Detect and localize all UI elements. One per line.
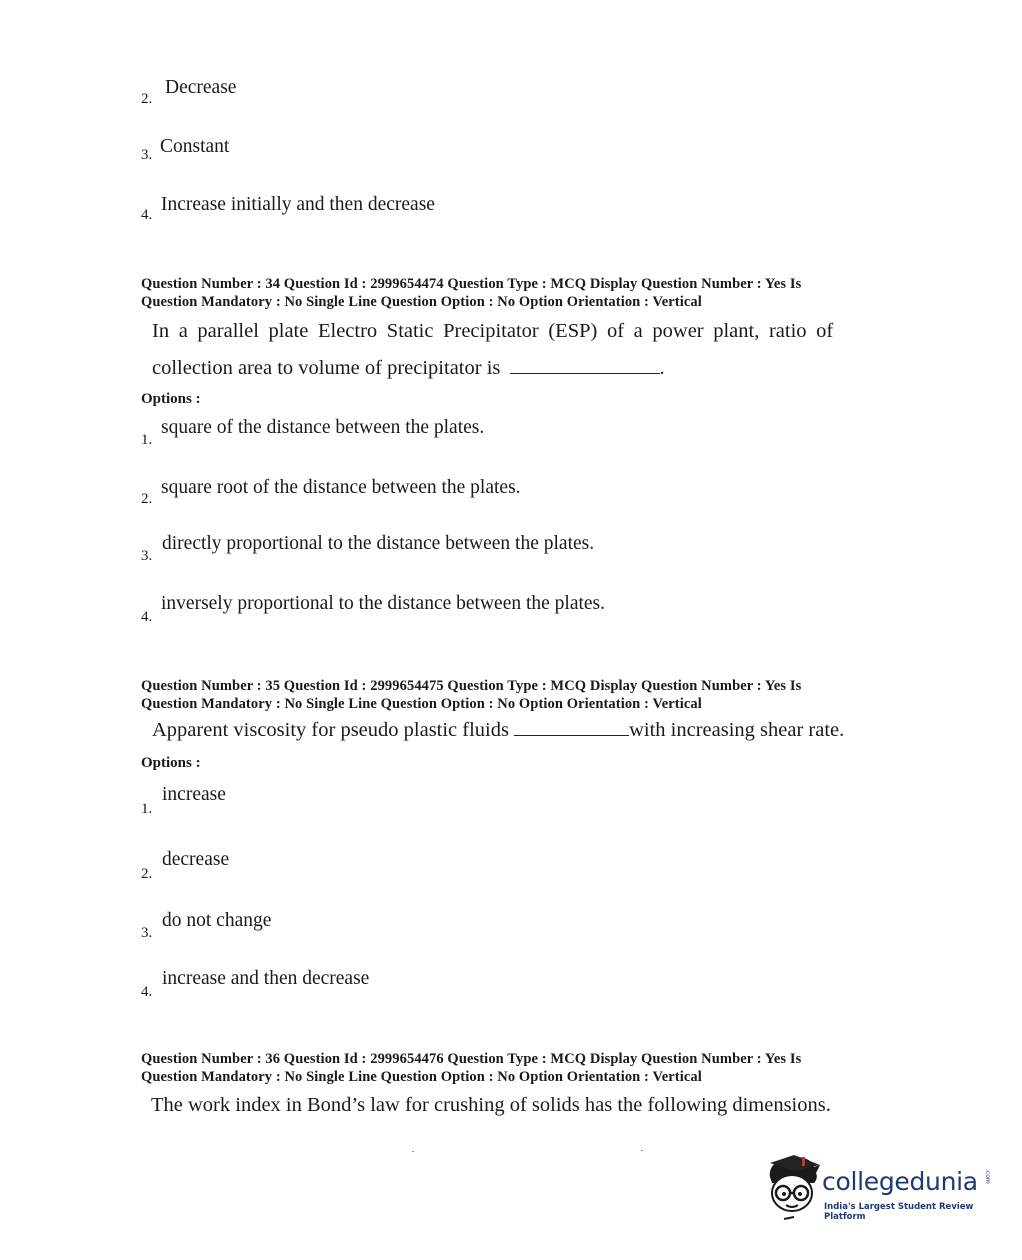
collegedunia-watermark [764, 1153, 994, 1223]
option-text: inversely proportional to the distance between the plates. [161, 593, 606, 614]
question-meta-line1: Question Number : 36 Question Id : 2999654476 Question Type : MCQ Display Question Number : Yes Is [141, 1051, 802, 1067]
option-number: 1. [141, 801, 153, 817]
question-meta-line1: Question Number : 34 Question Id : 2999654474 Question Type : MCQ Display Question Number : Yes Is [141, 276, 802, 292]
option-text: square of the distance between the plates. [161, 417, 485, 438]
question-meta-line2: Question Mandatory : No Single Line Question Option : No Option Orientation : Vertical [141, 696, 702, 712]
option-text: Constant [160, 136, 230, 157]
brand-suffix: .com [984, 1169, 991, 1184]
option-number: 3. [141, 548, 153, 564]
scan-speck [412, 1151, 414, 1152]
option-text: Decrease [165, 77, 237, 98]
option-number: 2. [141, 866, 153, 882]
question-text: collection area to volume of precipitator is [152, 357, 501, 379]
option-number: 4. [141, 984, 153, 1000]
option-number: 4. [141, 609, 153, 625]
option-number: 2. [141, 491, 153, 507]
answer-blank [510, 357, 660, 374]
question-meta-line2: Question Mandatory : No Single Line Question Option : No Option Orientation : Vertical [141, 1069, 702, 1085]
question-text: The work index in Bond’s law for crushing of solids has the following dimensions. [151, 1094, 831, 1116]
question-text [152, 719, 844, 742]
option-text: Increase initially and then decrease [161, 194, 435, 215]
question-text-before: Apparent viscosity for pseudo plastic fluids [152, 719, 509, 741]
option-number: 1. [141, 432, 153, 448]
option-text: do not change [162, 910, 272, 931]
option-text: increase [162, 784, 226, 805]
brand-tagline: India's Largest Student Review Platform [824, 1202, 974, 1222]
question-text: In a parallel plate Electro Static Precipitator (ESP) of a power plant, ratio of [152, 320, 834, 342]
option-number: 4. [141, 207, 153, 223]
question-text-after: with increasing shear rate. [629, 719, 845, 741]
option-text: directly proportional to the distance between the plates. [162, 533, 595, 554]
option-text: decrease [162, 849, 230, 870]
brand-name: collegedunia [822, 1167, 978, 1196]
question-end: . [659, 357, 665, 379]
question-text-line1 [152, 320, 848, 343]
option-number: 3. [141, 147, 153, 163]
option-number: 2. [141, 91, 153, 107]
scan-speck [641, 1150, 643, 1151]
mascot-logo-icon [764, 1153, 824, 1223]
option-text: increase and then decrease [162, 968, 370, 989]
option-number: 3. [141, 925, 153, 941]
options-label: Options : [141, 755, 201, 771]
question-meta-line1: Question Number : 35 Question Id : 2999654475 Question Type : MCQ Display Question Number : Yes Is [141, 678, 802, 694]
options-label: Options : [141, 391, 201, 407]
question-meta-line2: Question Mandatory : No Single Line Question Option : No Option Orientation : Vertical [141, 294, 702, 310]
answer-blank [514, 719, 629, 736]
question-text-line2 [152, 357, 665, 380]
option-text: square root of the distance between the plates. [161, 477, 521, 498]
